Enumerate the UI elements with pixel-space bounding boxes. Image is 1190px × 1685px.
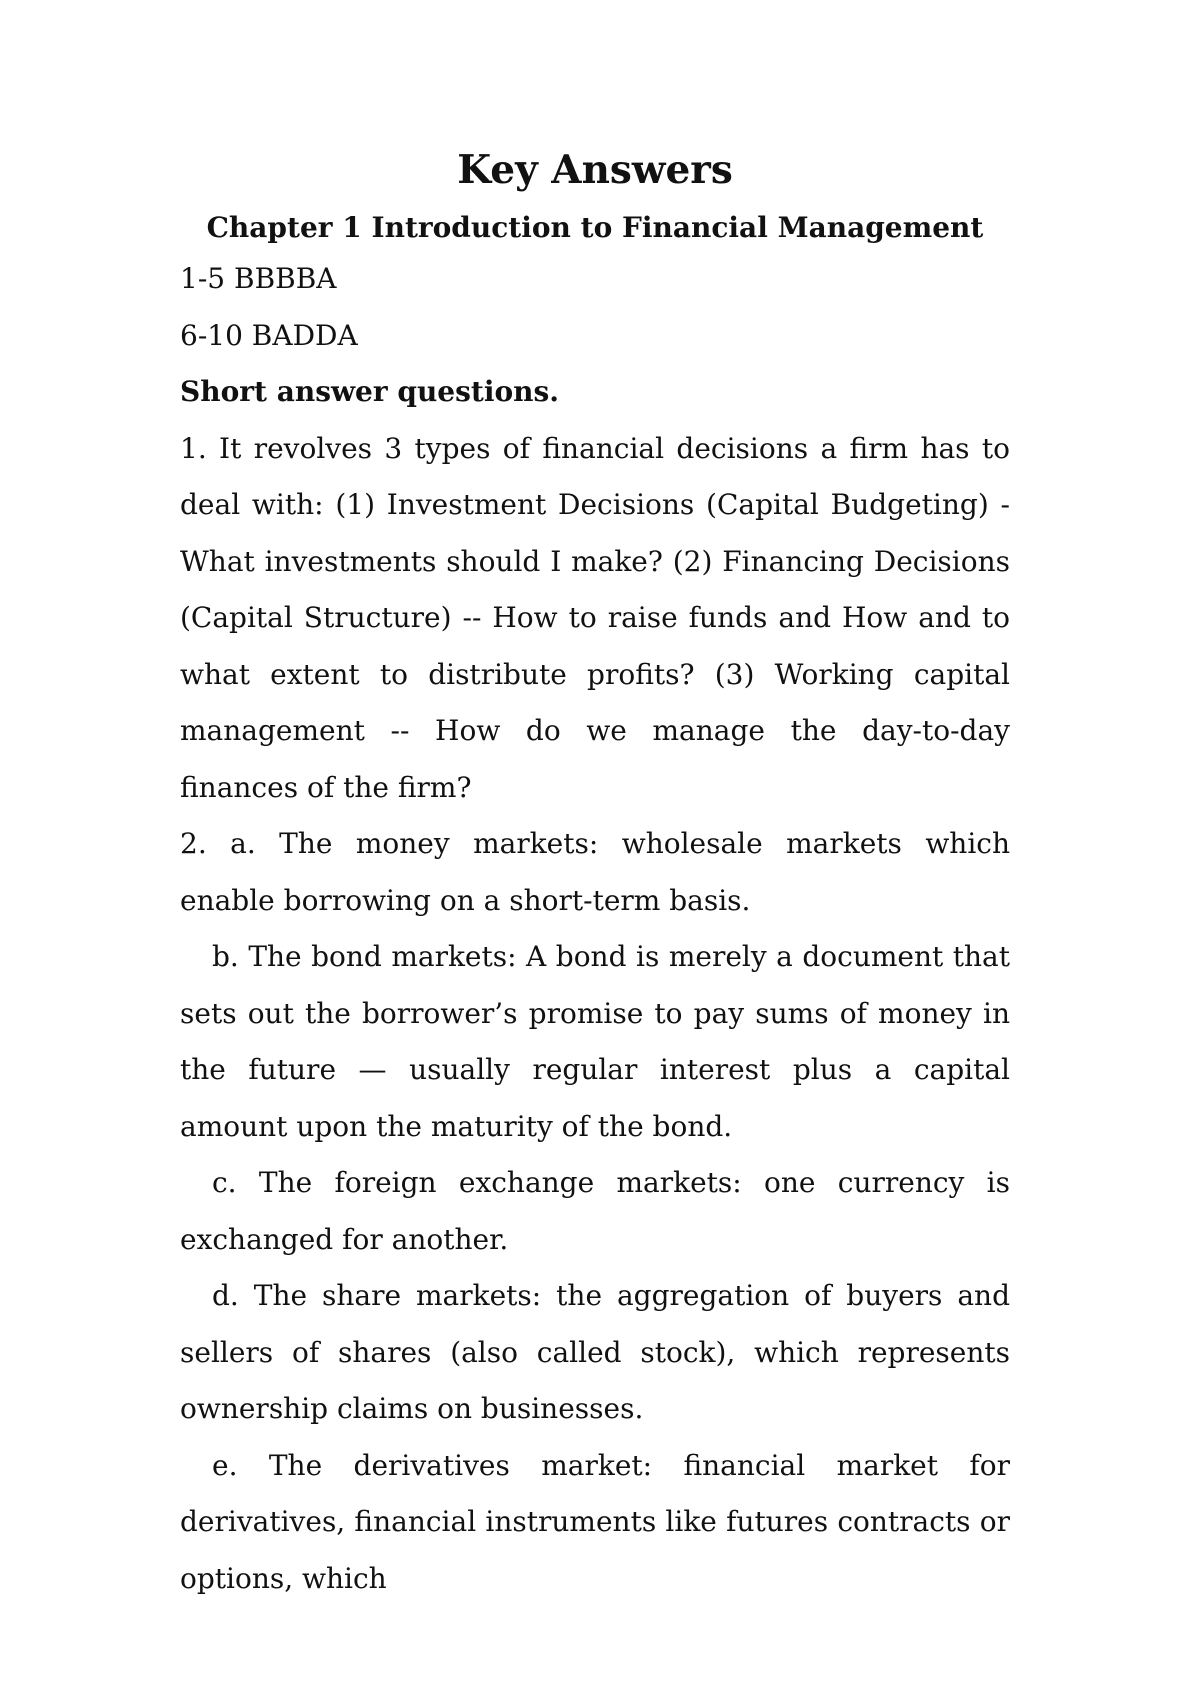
answer-2a: 2. a. The money markets: wholesale markets which enable borrowing on a short-term basis.	[180, 827, 1010, 917]
page-title: Key Answers	[457, 147, 733, 193]
document-content	[180, 140, 1010, 1607]
answer-2e: e. The derivatives market: financial market for derivatives, financial instruments like futures contracts or options, which	[180, 1448, 1010, 1595]
mc-answers-6-10: 6-10 BADDA	[180, 318, 358, 352]
answer-2b: b. The bond markets: A bond is merely a document that sets out the borrower’s promise to pay sums of money in the future — usually regular interest plus a capital amount upon the maturity of the bond.	[180, 940, 1010, 1143]
chapter-title: Chapter 1 Introduction to Financial Management	[206, 211, 984, 244]
answer-2d: d. The share markets: the aggregation of buyers and sellers of shares (also called stock), which represents ownership claims on businesses.	[180, 1279, 1010, 1425]
section-heading: Short answer questions.	[180, 375, 559, 408]
answer-2c: c. The foreign exchange markets: one currency is exchanged for another.	[180, 1166, 1010, 1256]
answer-1: 1. It revolves 3 types of financial decisions a firm has to deal with: (1) Investment Decisions (Capital Budgeting) - What investments should I make? (2) Financing Decisions (Capital Structure) -- How to raise funds and How and to what extent to distribute profits? (3) Working capital management -- How do we manage the day-to-day finances of the firm?	[180, 431, 1010, 804]
mc-answers-1-5: 1-5 BBBBA	[180, 262, 337, 295]
